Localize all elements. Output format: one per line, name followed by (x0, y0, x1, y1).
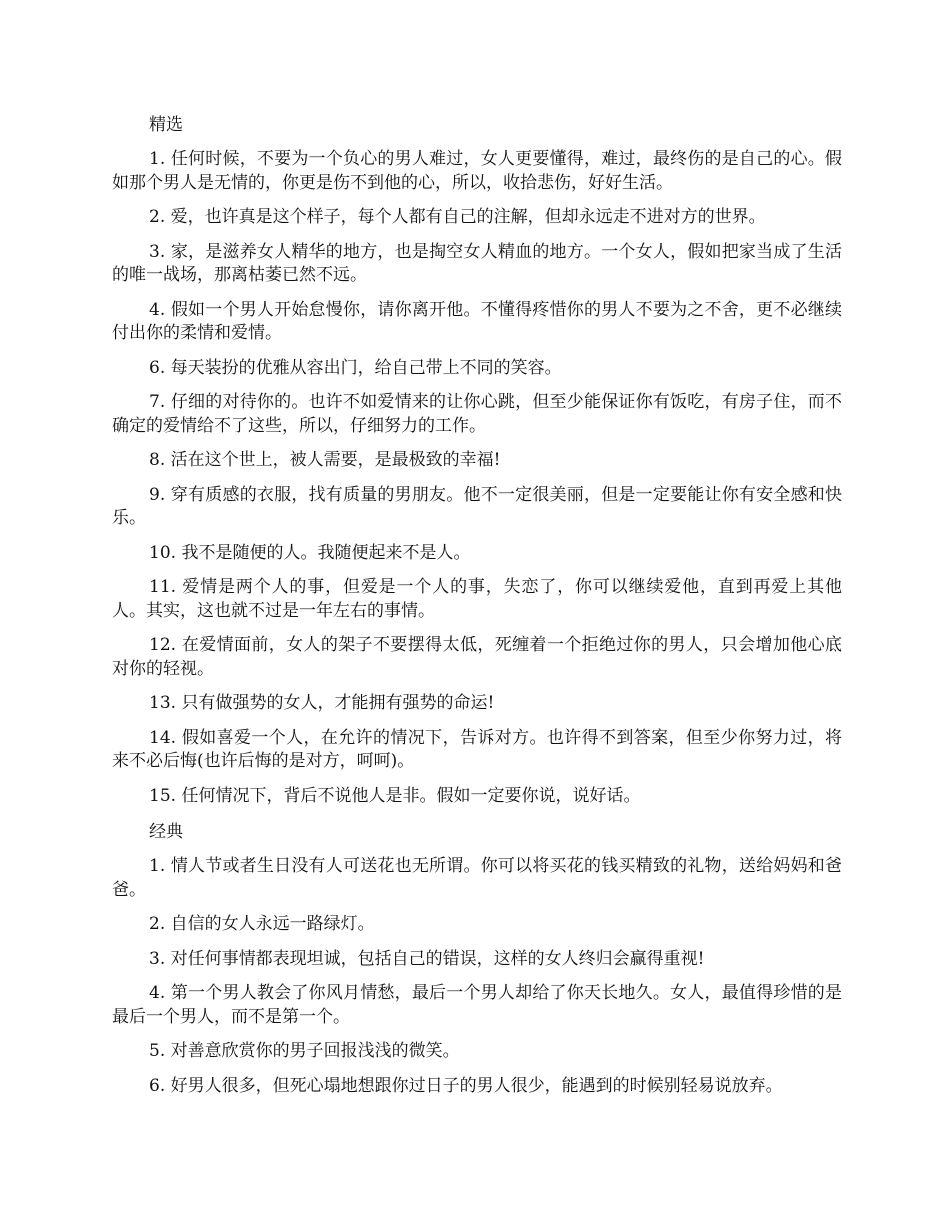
section-heading: 精选 (149, 115, 183, 135)
section-heading: 经典 (149, 822, 183, 842)
paragraph: 8. 活在这个世上，被人需要，是最极致的幸福! (149, 450, 501, 470)
paragraph: 15. 任何情况下，背后不说他人是非。假如一定要你说，说好话。 (149, 785, 641, 806)
paragraph: 2. 自信的女人永远一路绿灯。 (149, 914, 375, 934)
paragraph: 13. 只有做强势的女人，才能拥有强势的命运! (149, 693, 495, 713)
paragraph: 3. 对任何事情都表现坦诚，包括自己的错误，这样的女人终归会赢得重视! (149, 948, 705, 969)
paragraph: 6. 好男人很多，但死心塌地想跟你过日子的男人很少，能遇到的时候别轻易说放弃。 (149, 1075, 783, 1096)
paragraph: 2. 爱，也许真是这个样子，每个人都有自己的注解，但却永远走不进对方的世界。 (149, 207, 766, 227)
paragraph: 6. 每天装扮的优雅从容出门，给自己带上不同的笑容。 (149, 357, 562, 378)
paragraph: 11. 爱情是两个人的事，但爱是一个人的事，失恋了，你可以继续爱他，直到再爱上其他人。其实，这也就不过是一年左右的事情。 (112, 577, 842, 621)
paragraph: 14. 假如喜爱一个人，在允许的情况下，告诉对方。也许得不到答案，但至少你努力过，将来不必后悔(也许后悔的是对方，呵呵)。 (112, 727, 842, 771)
paragraph: 5. 对善意欣赏你的男子回报浅浅的微笑。 (149, 1041, 460, 1061)
paragraph: 1. 任何时候，不要为一个负心的男人难过，女人更要懂得，难过，最终伤的是自己的心。假如那个男人是无情的，你更是伤不到他的心，所以，收拾悲伤，好好生活。 (112, 149, 842, 193)
paragraph: 3. 家，是滋养女人精华的地方，也是掏空女人精血的地方。一个女人，假如把家当成了生活的唯一战场，那离枯萎已然不远。 (112, 241, 842, 285)
paragraph: 7. 仔细的对待你的。也许不如爱情来的让你心跳，但至少能保证你有饭吃，有房子住，而不确定的爱情给不了这些，所以，仔细努力的工作。 (112, 392, 842, 436)
paragraph: 9. 穿有质感的衣服，找有质量的男朋友。他不一定很美丽，但是一定要能让你有安全感和快乐。 (112, 484, 842, 528)
paragraph: 10. 我不是随便的人。我随便起来不是人。 (149, 542, 471, 563)
paragraph: 4. 第一个男人教会了你风月情愁，最后一个男人却给了你天长地久。女人，最值得珍惜的是最后一个男人，而不是第一个。 (112, 983, 842, 1027)
document-body (112, 112, 842, 1109)
paragraph: 12. 在爱情面前，女人的架子不要摆得太低，死缠着一个拒绝过你的男人，只会增加他心底对你的轻视。 (112, 635, 842, 679)
paragraph: 1. 情人节或者生日没有人可送花也无所谓。你可以将买花的钱买精致的礼物，送给妈妈和爸爸。 (112, 856, 842, 900)
paragraph: 4. 假如一个男人开始怠慢你，请你离开他。不懂得疼惜你的男人不要为之不舍，更不必继续付出你的柔情和爱情。 (112, 299, 842, 343)
